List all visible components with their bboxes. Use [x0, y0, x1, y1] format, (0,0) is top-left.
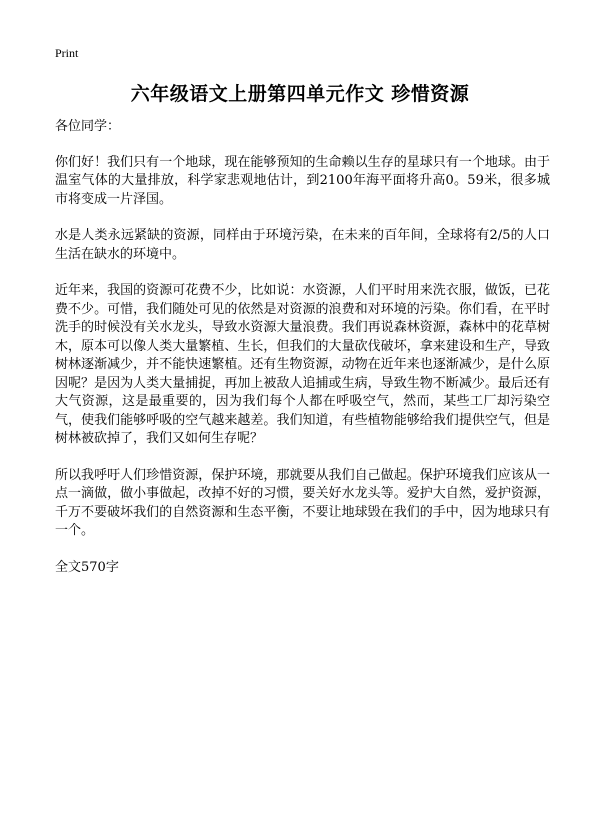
- paragraph-4: 所以我呼吁人们珍惜资源，保护环境，那就要从我们自己做起。保护环境我们应该从一点一滴做，做小事做起，改掉不好的习惯，要关好水龙头等。爱护大自然，爱护资源，千万不要破坏我们的自然资源和生态平衡，不要让地球毁在我们的手中，因为地球只有一个。: [55, 467, 550, 538]
- article-body: [55, 118, 550, 577]
- greeting: 各位同学：: [55, 119, 121, 134]
- paragraph-1: 你们好！我们只有一个地球，现在能够预知的生命赖以生存的星球只有一个地球。由于温室气体的大量排放，科学家悲观地估计，到2100年海平面将升高0。59米，很多城市将变成一片泽国。: [55, 154, 550, 207]
- page-title: 六年级语文上册第四单元作文 珍惜资源: [130, 83, 470, 105]
- word-count: 全文570字: [55, 559, 119, 575]
- paragraph-3: 近年来，我国的资源可花费不少，比如说：水资源，人们平时用来洗衣服，做饭，已花费不少。可惜，我们随处可见的依然是对资源的浪费和对环境的污染。你们看，在平时洗手的时候没有关水龙头，导致水资源大量浪费。我们再说森林资源，森林中的花草树木，原本可以像人类大量繁植、生长，但我们的大量砍伐破坏，拿来建设和生产，导致树林逐渐减少，并不能快速繁植。还有生物资源，动物在近年来也逐渐减少，是什么原因呢？是因为人类大量捕捉，再加上被敌人追捕或生病，导致生物不断减少。最后还有大气资源，这是最重要的，因为我们每个人都在呼吸空气，然而，某些工厂却污染空气，使我们能够呼吸的空气越来越差。我们知道，有些植物能够给我们提供空气，但是树林被砍掉了，我们又如何生存呢？: [55, 283, 550, 446]
- print-link[interactable]: Print: [55, 46, 79, 60]
- paragraph-2: 水是人类永远紧缺的资源，同样由于环境污染，在未来的百年间，全球将有2/5的人口生活在缺水的环境中。: [55, 228, 550, 262]
